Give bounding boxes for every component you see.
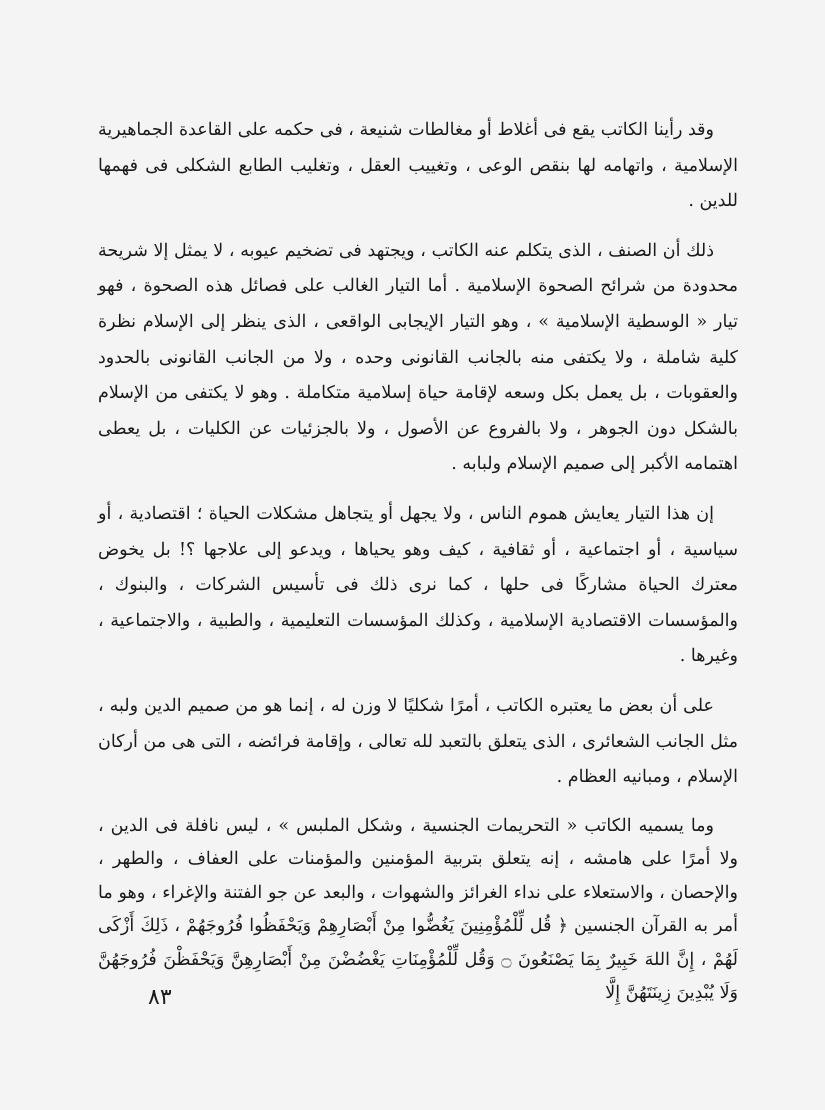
paragraph-5: وما يسميه الكاتب « التحريمات الجنسية ، وشكل الملبس » ، ليس نافلة فى الدين ، ولا أمرًا على هامشه ، إنه يتعلق بتربية المؤمنين والمؤمنات على العفاف ، والطهر ، والإحصان ، والاستعلاء على نداء الغرائز والشهوات ، والبعد عن جو الفتنة والإغراء ، وهو ما أمر به القرآن الجنسين ﴿ قُل لِّلْمُؤْمِنِينَ يَغُضُّوا مِنْ أَبْصَارِهِمْ وَيَحْفَظُوا فُرُوجَهُمْ ، ذَلِكَ أَزْكَى لَهُمْ ، إِنَّ اللهَ خَبِيرٌ بِمَا يَصْنَعُونَ ۝ وَقُل لِّلْمُؤْمِنَاتِ يَغْضُضْنَ مِنْ أَبْصَارِهِنَّ وَيَحْفَظْنَ فُرُوجَهُنَّ وَلَا يُبْدِينَ زِينَتَهُنَّ إِلَّا	[98, 815, 738, 1004]
paragraph-3: إن هذا التيار يعايش هموم الناس ، ولا يجهل أو يتجاهل مشكلات الحياة ؛ اقتصادية ، أو سياسية ، أو اجتماعية ، أو ثقافية ، كيف وهو يحياها ، ويدعو إلى علاجها ؟! بل يخوض معترك الحياة مشاركًا فى حلها ، كما نرى ذلك فى تأسيس الشركات ، والبنوك ، والمؤسسات الاقتصادية الإسلامية ، وكذلك المؤسسات التعليمية ، والطبية ، والاجتماعية ، وغيرها .	[98, 503, 738, 667]
paragraph-1: وقد رأينا الكاتب يقع فى أغلاط أو مغالطات شنيعة ، فى حكمه على القاعدة الجماهيرية الإسلامية ، واتهامه لها بنقص الوعى ، وتغييب العقل ، وتغليب الطابع الشكلى فى فهمها للدين .	[98, 120, 738, 212]
body-text	[98, 113, 738, 1025]
paragraph-4: على أن بعض ما يعتبره الكاتب ، أمرًا شكليًا لا وزن له ، إنما هو من صميم الدين ولبه ، مثل الجانب الشعائرى ، الذى يتعلق بالتعبد لله تعالى ، وإقامة فرائضه ، التى هى من أركان الإسلام ، ومبانيه العظام .	[98, 695, 738, 788]
paragraph-2: ذلك أن الصنف ، الذى يتكلم عنه الكاتب ، ويجتهد فى تضخيم عيوبه ، لا يمثل إلا شريحة محدودة من شرائح الصحوة الإسلامية . أما التيار الغالب على فصائل هذه الصحوة ، فهو تيار « الوسطية الإسلامية » ، وهو التيار الإيجابى الواقعى ، الذى ينظر إلى الإسلام نظرة كلية شاملة ، ولا يكتفى منه بالجانب القانونى وحده ، ولا من الجانب القانونى بالحدود والعقوبات ، بل يعمل بكل وسعه لإقامة حياة إسلامية متكاملة . وهو لا يكتفى من الإسلام بالشكل دون الجوهر ، ولا بالفروع عن الأصول ، ولا بالجزئيات عن الكليات ، بل يعطى اهتمامه الأكبر إلى صميم الإسلام ولبابه .	[98, 240, 738, 475]
page-number: ٨٣	[148, 985, 172, 1010]
